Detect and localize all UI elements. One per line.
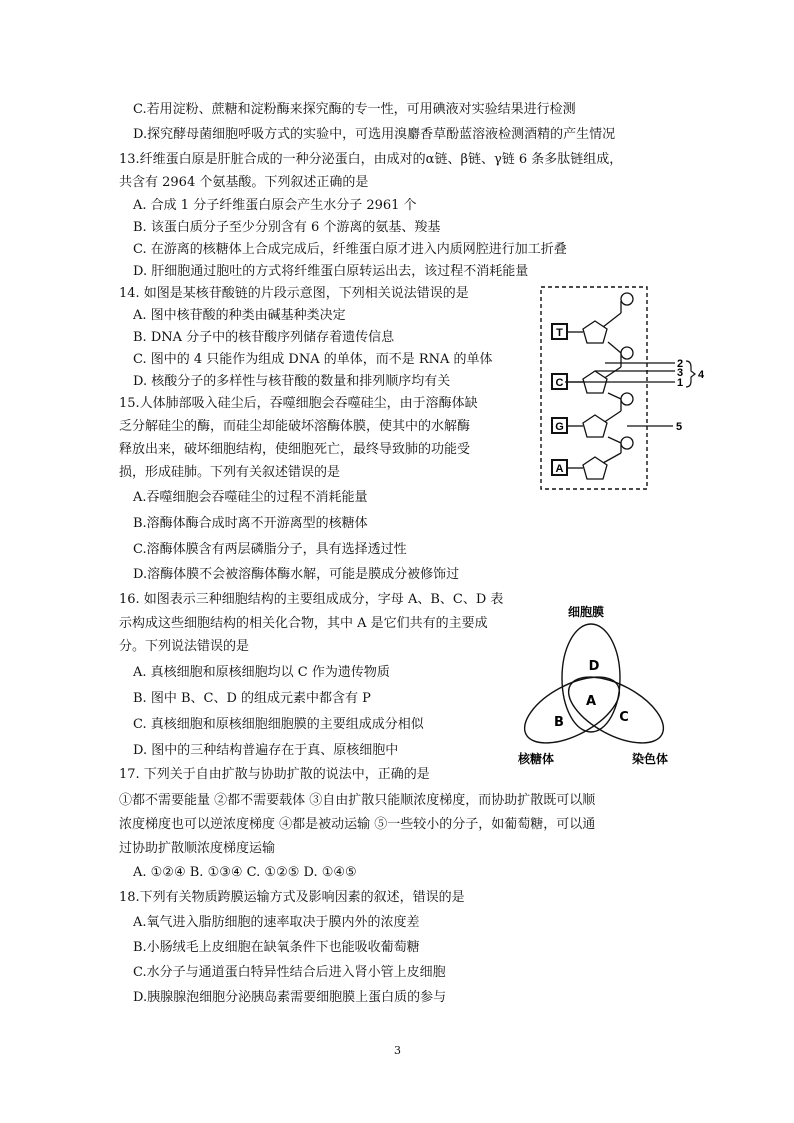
q17-options: A. ①②④ B. ①③④ C. ①②⑤ D. ①④⑤ <box>133 865 357 880</box>
q18-option-a: A.氧气进入脂肪细胞的速率取决于膜内外的浓度差 <box>133 915 420 930</box>
pentose-sugars <box>583 321 607 479</box>
q15-stem-line1: 15.人体肺部吸入硅尘后，吞噬细胞会吞噬硅尘，由于溶酶体缺 <box>119 396 478 411</box>
q15-option-a: A.吞噬细胞会吞噬硅尘的过程不消耗能量 <box>133 490 368 505</box>
label-a: A <box>585 694 597 709</box>
base-t-label: T <box>556 327 563 339</box>
nucleotide-chain-figure <box>535 283 715 493</box>
q13-option-a: A. 合成 1 分子纤维蛋白原会产生水分子 2961 个 <box>133 198 417 213</box>
base-g-label: G <box>555 421 564 433</box>
leader-lines <box>565 363 675 426</box>
q15-option-d: D.溶酶体膜不会被溶酶体酶水解，可能是膜成分被修饰过 <box>133 567 460 582</box>
q16-stem-line3: 分。下列说法错误的是 <box>119 639 250 654</box>
q18-stem: 18.下列有关物质跨膜运输方式及影响因素的叙述，错误的是 <box>119 890 465 905</box>
q14-option-a: A. 图中核苷酸的种类由碱基种类决定 <box>133 308 346 323</box>
q17-statement-line1: ①都不需要能量 ②都不需要载体 ③自由扩散只能顺浓度梯度，而协助扩散既可以顺 <box>119 793 596 808</box>
q13-stem-line1: 13.纤维蛋白原是肝脏合成的一种分泌蛋白，由成对的α链、β链、γ链 6 条多肽链组成， <box>119 152 623 167</box>
q17-stem: 17. 下列关于自由扩散与协助扩散的说法中，正确的是 <box>119 767 430 782</box>
q14-option-c: C. 图中的 4 只能作为组成 DNA 的单体，而不是 RNA 的单体 <box>133 352 493 367</box>
q12-option-c: C.若用淀粉、蔗糖和淀粉酶来探究酶的专一性，可用碘液对实验结果进行检测 <box>133 102 576 117</box>
q15-stem-line2: 乏分解硅尘的酶，而硅尘却能破坏溶酶体膜，使其中的水解酶 <box>119 419 471 434</box>
q13-stem-line2: 共含有 2964 个氨基酸。下列叙述正确的是 <box>119 175 369 190</box>
label-5: 5 <box>676 421 683 433</box>
brace-4 <box>686 361 695 387</box>
q14-option-d: D. 核酸分子的多样性与核苷酸的数量和排列顺序均有关 <box>133 374 451 389</box>
base-boxes <box>552 324 567 475</box>
label-b: B <box>554 715 564 730</box>
q16-stem-line2: 示构成这些细胞结构的相关化合物，其中 A 是它们共有的主要成 <box>119 616 488 631</box>
q13-option-c: C. 在游离的核糖体上合成完成后，纤维蛋白原才进入内质网腔进行加工折叠 <box>133 242 567 257</box>
q16-option-b: B. 图中 B、C、D 的组成元素中都含有 P <box>133 691 371 706</box>
base-c-label: C <box>555 377 564 389</box>
label-c: C <box>619 710 629 725</box>
q13-option-b: B. 该蛋白质分子至少分别含有 6 个游离的氨基、羧基 <box>133 220 441 235</box>
q14-stem: 14. 如图是某核苷酸链的片段示意图，下列相关说法错误的是 <box>119 286 469 301</box>
q12-option-d: D.探究酵母菌细胞呼吸方式的实验中，可选用溴麝香草酚蓝溶液检测酒精的产生情况 <box>133 127 616 142</box>
label-4: 4 <box>698 369 705 381</box>
q15-option-c: C.溶酶体膜含有两层磷脂分子，具有选择透过性 <box>133 542 407 557</box>
label-chromosome: 染色体 <box>631 752 669 766</box>
q15-stem-line4: 损，形成硅肺。下列有关叙述错误的是 <box>119 465 341 480</box>
q16-option-d: D. 图中的三种结构普遍存在于真、原核细胞中 <box>133 743 399 758</box>
venn-ellipses <box>514 624 673 756</box>
q14-option-b: B. DNA 分子中的核苷酸序列储存着遗传信息 <box>133 330 395 345</box>
label-d: D <box>588 659 600 674</box>
q17-statement-line3: 过协助扩散顺浓度梯度运输 <box>119 841 276 856</box>
q15-stem-line3: 释放出来，破坏细胞结构，使细胞死亡，最终导致肺的功能受 <box>119 442 471 457</box>
q17-statement-line2: 浓度梯度也可以逆浓度梯度 ④都是被动运输 ⑤一些较小的分子，如葡萄糖，可以通 <box>119 817 596 832</box>
base-a-label: A <box>555 463 564 475</box>
q16-option-c: C. 真核细胞和原核细胞细胞膜的主要组成成分相似 <box>133 717 424 732</box>
label-cell-membrane: 细胞膜 <box>567 605 605 619</box>
label-3: 3 <box>677 367 684 379</box>
q16-option-a: A. 真核细胞和原核细胞均以 C 作为遗传物质 <box>133 665 390 680</box>
label-2: 2 <box>677 358 684 370</box>
page-number: 3 <box>394 1044 401 1057</box>
base-links <box>567 332 583 468</box>
q16-stem-line1: 16. 如图表示三种细胞结构的主要组成成分，字母 A、B、C、D 表 <box>119 592 504 607</box>
label-1: 1 <box>677 377 684 389</box>
q18-option-c: C.水分子与通道蛋白特异性结合后进入肾小管上皮细胞 <box>133 965 446 980</box>
q13-option-d: D. 肝细胞通过胞吐的方式将纤维蛋白原转运出去，该过程不消耗能量 <box>133 264 529 279</box>
cell-structure-venn-figure <box>510 600 690 770</box>
q15-option-b: B.溶酶体酶合成时离不开游离型的核糖体 <box>133 516 368 531</box>
q18-option-d: D.胰腺腺泡细胞分泌胰岛素需要细胞膜上蛋白质的参与 <box>133 990 447 1005</box>
label-ribosome: 核糖体 <box>517 752 555 766</box>
q18-option-b: B.小肠绒毛上皮细胞在缺氧条件下也能吸收葡萄糖 <box>133 940 420 955</box>
